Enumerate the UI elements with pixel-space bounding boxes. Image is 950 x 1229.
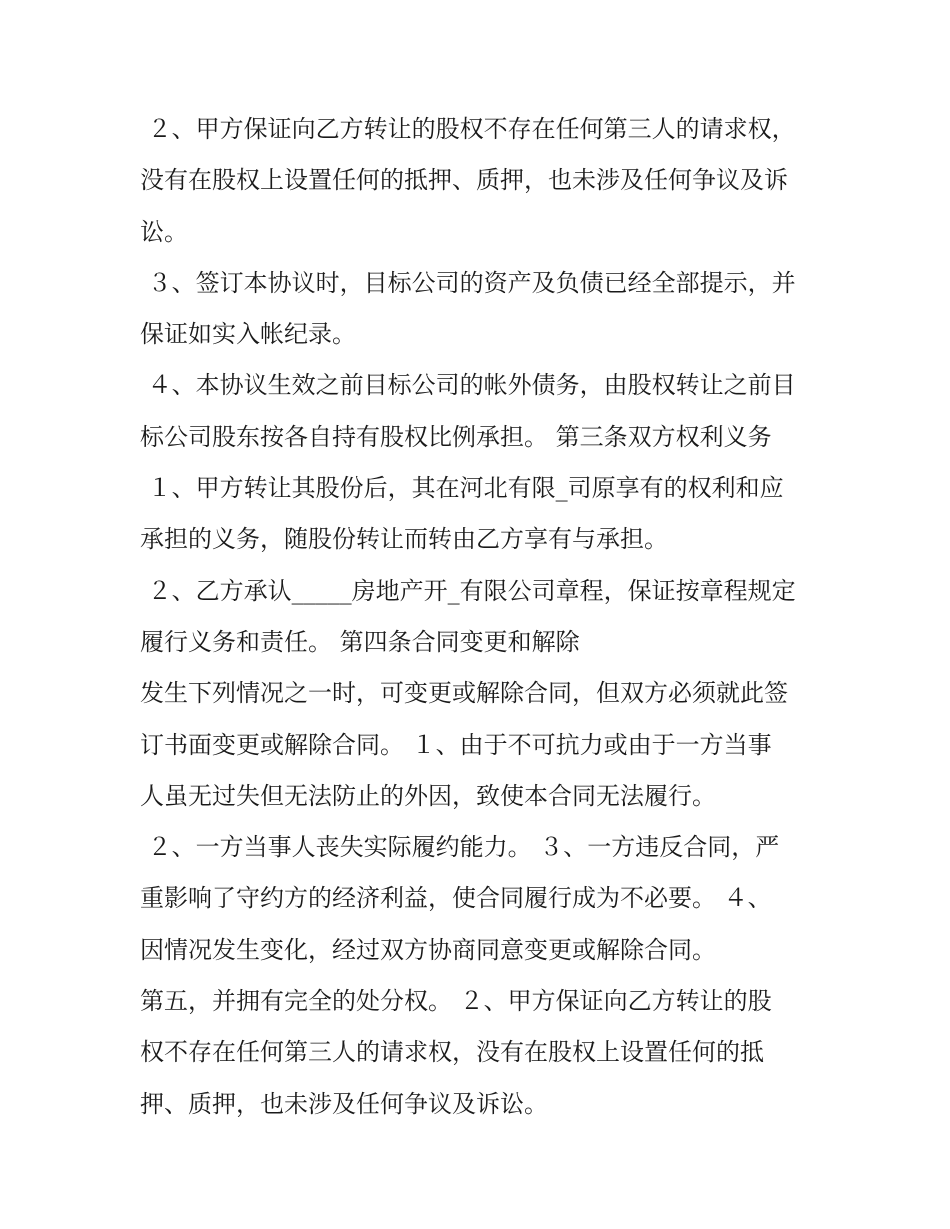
text-line-5: 保证如实入帐纪录。: [140, 320, 356, 349]
text-line-18: 第五，并拥有完全的处分权。 ２、甲方保证向乙方转让的股: [140, 987, 772, 1016]
text-line-11: 履行义务和责任。 第四条合同变更和解除: [140, 627, 580, 656]
text-line-6: ４、本协议生效之前目标公司的帐外债务，由股权转让之前目: [140, 371, 796, 400]
text-line-20: 押、质押，也未涉及任何争议及诉讼。: [140, 1089, 548, 1118]
text-line-17: 因情况发生变化，经过双方协商同意变更或解除合同。: [140, 935, 716, 964]
text-line-1: ２、甲方保证向乙方转让的股权不存在任何第三人的请求权，: [140, 115, 796, 143]
text-line-10: ２、乙方承认_____房地产开_有限公司章程，保证按章程规定: [140, 576, 796, 605]
text-line-12: 发生下列情况之一时，可变更或解除合同，但双方必须就此签: [140, 679, 788, 708]
text-line-15: ２、一方当事人丧失实际履约能力。 ３、一方违反合同，严: [140, 833, 780, 862]
text-line-9: 承担的义务，随股份转让而转由乙方享有与承担。: [140, 525, 668, 554]
document-body: [140, 104, 820, 1130]
text-line-16: 重影响了守约方的经济利益，使合同履行成为不必要。 ４、: [140, 884, 772, 913]
text-line-4: ３、签订本协议时，目标公司的资产及负债已经全部提示，并: [140, 268, 796, 297]
text-line-8: １、甲方转让其股份后，其在河北有限_司原享有的权利和应: [140, 474, 784, 503]
text-line-3: 讼。: [140, 217, 188, 246]
text-line-2: 没有在股权上设置任何的抵押、质押，也未涉及任何争议及诉: [140, 166, 788, 195]
text-line-7: 标公司股东按各自持有股权比例承担。 第三条双方权利义务: [140, 422, 772, 451]
text-line-13: 订书面变更或解除合同。 １、由于不可抗力或由于一方当事: [140, 730, 772, 759]
text-line-19: 权不存在任何第三人的请求权，没有在股权上设置任何的抵: [140, 1038, 764, 1067]
text-line-14: 人虽无过失但无法防止的外因，致使本合同无法履行。: [140, 781, 716, 810]
